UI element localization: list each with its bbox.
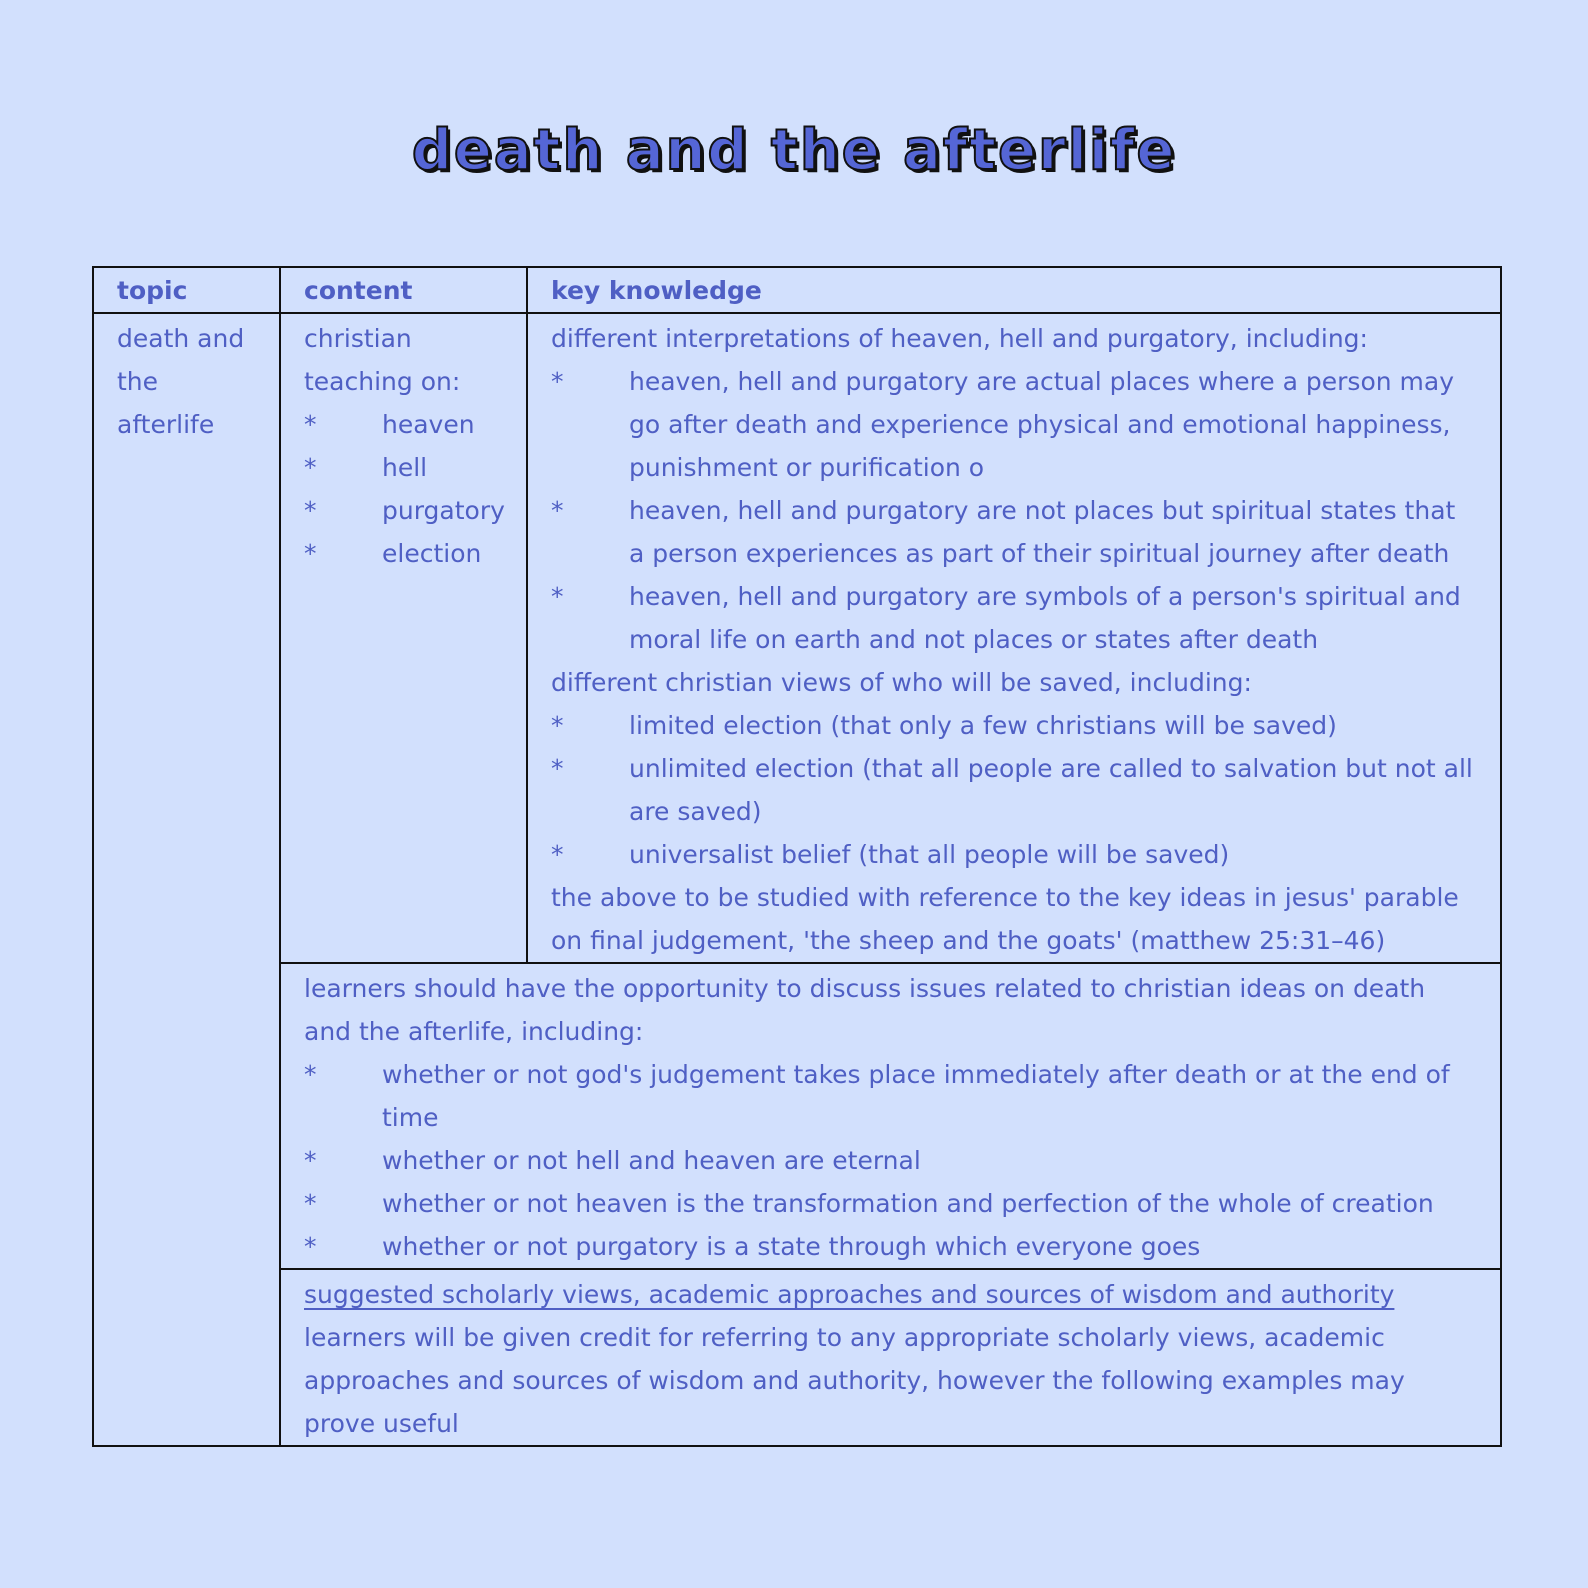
bullet-star-icon: *	[304, 1146, 317, 1175]
suggested-cell	[280, 1269, 1501, 1446]
bullet-star-icon: *	[551, 754, 564, 783]
discussion-item: whether or not heaven is the transformation and perfection of the whole of creation	[382, 1189, 1434, 1218]
discussion-row	[93, 963, 1501, 1269]
list-item	[304, 403, 508, 446]
bullet-star-icon: *	[551, 711, 564, 740]
content-item: election	[382, 539, 482, 568]
suggested-row	[93, 1269, 1501, 1446]
key-item: limited election (that only a few christians will be saved)	[629, 711, 1337, 740]
list-item	[304, 1139, 1476, 1182]
topic-cell	[93, 313, 280, 1446]
list-item	[304, 446, 508, 489]
bullet-star-icon: *	[551, 367, 564, 396]
list-item	[304, 1053, 1476, 1139]
list-item	[551, 575, 1476, 661]
key-item: universalist belief (that all people will be saved)	[629, 840, 1230, 869]
discussion-intro: learners should have the opportunity to discuss issues related to christian ideas on death and the afterlife, including:	[304, 974, 1426, 1046]
discussion-item: whether or not god's judgement takes place immediately after death or at the end of time	[382, 1060, 1450, 1132]
key-item: unlimited election (that all people are called to salvation but not all are saved)	[629, 754, 1473, 826]
key-closing: the above to be studied with reference to the key ideas in jesus' parable on final judgement, 'the sheep and the goats' (matthew 25:31–46)	[551, 883, 1459, 955]
bullet-star-icon: *	[551, 496, 564, 525]
discussion-item: whether or not hell and heaven are eternal	[382, 1146, 921, 1175]
main-row	[93, 313, 1501, 963]
suggested-body: learners will be given credit for referring to any appropriate scholarly views, academic approaches and sources of wisdom and authority, however the following examples may prove useful	[304, 1323, 1405, 1438]
list-item	[551, 360, 1476, 489]
content-cell	[280, 313, 527, 963]
list-item	[551, 489, 1476, 575]
content-item: hell	[382, 453, 428, 482]
discussion-item: whether or not purgatory is a state through which everyone goes	[382, 1232, 1201, 1261]
bullet-star-icon: *	[304, 1232, 317, 1261]
list-item	[551, 833, 1476, 876]
list-item	[304, 1182, 1476, 1225]
syllabus-table	[92, 266, 1502, 1447]
list-item	[304, 532, 508, 575]
key-knowledge-cell	[527, 313, 1501, 963]
suggested-heading: suggested scholarly views, academic approaches and sources of wisdom and authority	[304, 1280, 1395, 1309]
key-item: heaven, hell and purgatory are symbols of a person's spiritual and moral life on earth and not places or states after death	[629, 582, 1461, 654]
bullet-star-icon: *	[304, 1060, 317, 1089]
list-item	[551, 747, 1476, 833]
list-item	[304, 489, 508, 532]
key-item: heaven, hell and purgatory are actual places where a person may go after death and experience physical and emotional happiness, punishment or purification o	[629, 367, 1454, 482]
discussion-cell	[280, 963, 1501, 1269]
header-row	[93, 267, 1501, 313]
bullet-star-icon: *	[551, 840, 564, 869]
bullet-star-icon: *	[304, 1189, 317, 1218]
bullet-star-icon: *	[304, 410, 317, 439]
list-item	[551, 704, 1476, 747]
key-heading-2: different christian views of who will be saved, including:	[551, 668, 1252, 697]
topic-text: death and the afterlife	[117, 324, 245, 439]
content-item: purgatory	[382, 496, 505, 525]
header-topic: topic	[93, 267, 280, 313]
bullet-star-icon: *	[304, 539, 317, 568]
content-intro: christian teaching on:	[304, 324, 461, 396]
header-content: content	[280, 267, 527, 313]
key-heading-1: different interpretations of heaven, hell and purgatory, including:	[551, 324, 1368, 353]
content-item: heaven	[382, 410, 475, 439]
header-key-knowledge: key knowledge	[527, 267, 1501, 313]
bullet-star-icon: *	[304, 496, 317, 525]
page-title: death and the afterlife	[411, 118, 1177, 183]
list-item	[304, 1225, 1476, 1268]
bullet-star-icon: *	[551, 582, 564, 611]
key-item: heaven, hell and purgatory are not places but spiritual states that a person experiences as part of their spiritual journey after death	[629, 496, 1456, 568]
bullet-star-icon: *	[304, 453, 317, 482]
